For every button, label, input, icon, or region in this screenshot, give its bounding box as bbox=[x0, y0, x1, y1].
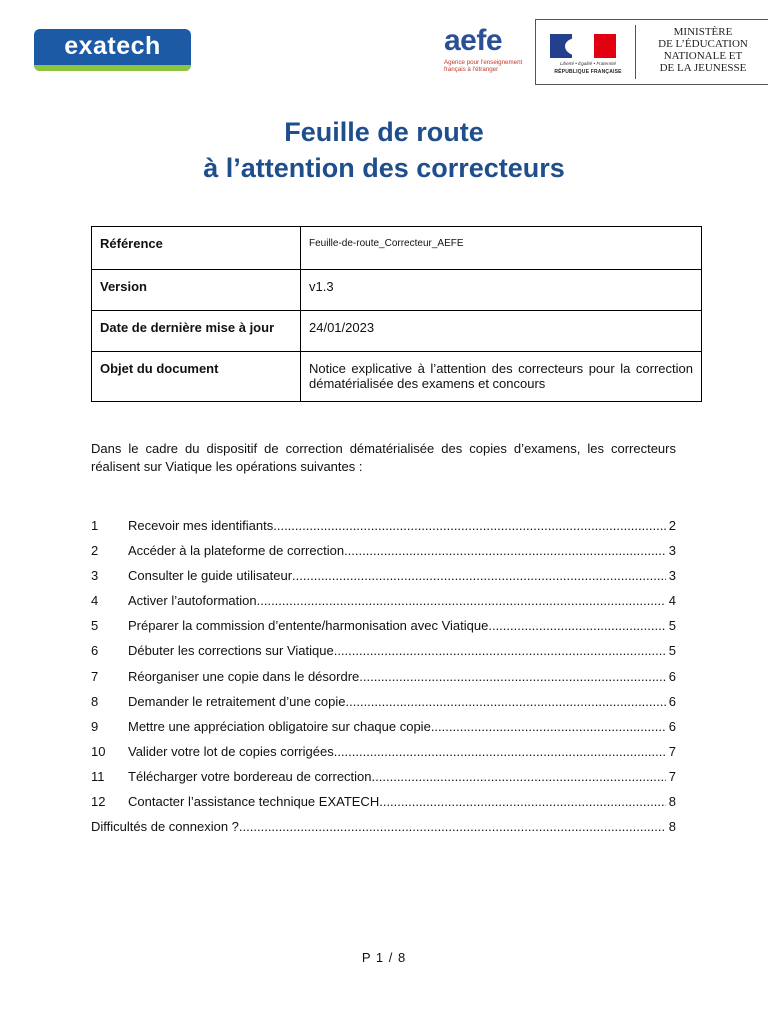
ministry-logo bbox=[535, 19, 768, 85]
table-value: Feuille-de-route_Correcteur_AEFE bbox=[301, 227, 702, 270]
aefe-logo bbox=[444, 26, 524, 88]
toc-text: Recevoir mes identifiants bbox=[128, 518, 274, 533]
toc-entry[interactable] bbox=[91, 591, 676, 616]
table-key: Date de dernière mise à jour bbox=[92, 311, 301, 352]
toc-leader bbox=[431, 717, 666, 742]
toc-entry[interactable] bbox=[91, 792, 676, 817]
table-value: v1.3 bbox=[301, 270, 702, 311]
document-title bbox=[0, 114, 768, 186]
toc-text: Télécharger votre bordereau de correction bbox=[128, 768, 372, 784]
table-of-contents bbox=[91, 516, 676, 842]
toc-text: Valider votre lot de copies corrigées bbox=[128, 743, 334, 759]
toc-page: 7 bbox=[668, 743, 676, 759]
toc-number: 7 bbox=[91, 668, 99, 684]
marianne-block bbox=[541, 25, 636, 79]
toc-page: 7 bbox=[668, 768, 676, 784]
table-key: Référence bbox=[92, 227, 301, 270]
toc-page: 4 bbox=[668, 593, 676, 609]
aefe-logo-text: aefe bbox=[444, 24, 503, 57]
toc-text: Difficultés de connexion ? bbox=[91, 819, 239, 835]
toc-page: 5 bbox=[668, 618, 676, 634]
toc-number: 12 bbox=[91, 794, 106, 810]
toc-text: Activer l’autoformation bbox=[128, 593, 257, 609]
toc-number: 9 bbox=[91, 718, 99, 734]
toc-entry[interactable] bbox=[91, 541, 676, 566]
toc-leader bbox=[334, 742, 666, 767]
toc-page: 8 bbox=[668, 819, 676, 835]
document-info-table bbox=[91, 226, 702, 402]
toc-entry[interactable] bbox=[91, 641, 676, 666]
ministry-line: DE LA JEUNESSE bbox=[659, 62, 747, 74]
table-row bbox=[92, 352, 702, 402]
toc-number: 8 bbox=[91, 693, 99, 709]
toc-text: Préparer la commission d’entente/harmonisation avec Viatique bbox=[128, 618, 489, 634]
toc-number: 1 bbox=[91, 518, 99, 533]
table-row bbox=[92, 270, 702, 311]
toc-entry[interactable] bbox=[91, 767, 676, 792]
table-value: Notice explicative à l’attention des correcteurs pour la correction dématérialisée des examens et concours bbox=[301, 352, 702, 402]
toc-text: Demander le retraitement d’une copie bbox=[128, 693, 346, 709]
toc-page: 5 bbox=[668, 643, 676, 659]
toc-leader bbox=[379, 792, 666, 817]
toc-number: 4 bbox=[91, 593, 99, 609]
republique-label: RÉPUBLIQUE FRANÇAISE bbox=[554, 69, 622, 75]
toc-leader bbox=[292, 566, 666, 591]
toc-entry[interactable] bbox=[91, 667, 676, 692]
toc-page: 3 bbox=[668, 543, 676, 559]
toc-number: 10 bbox=[91, 743, 106, 759]
aefe-tagline: Agence pour l'enseignement français à l'étranger bbox=[444, 59, 523, 73]
toc-number: 2 bbox=[91, 543, 99, 559]
toc-page: 3 bbox=[668, 568, 676, 584]
exatech-logo bbox=[34, 29, 191, 71]
title-line-2: à l’attention des correcteurs bbox=[203, 153, 565, 183]
toc-page: 6 bbox=[668, 693, 676, 709]
toc-text: Contacter l’assistance technique EXATECH bbox=[128, 794, 380, 810]
table-row bbox=[92, 227, 702, 270]
ministry-line: MINISTÈRE bbox=[673, 26, 733, 38]
toc-page: 8 bbox=[668, 794, 676, 810]
toc-leader bbox=[257, 591, 666, 616]
ministry-line: DE L’ÉDUCATION bbox=[658, 38, 748, 50]
toc-leader bbox=[344, 541, 666, 566]
toc-text: Débuter les corrections sur Viatique bbox=[128, 643, 334, 659]
toc-number: 5 bbox=[91, 618, 99, 634]
table-key: Version bbox=[92, 270, 301, 311]
intro-paragraph: Dans le cadre du dispositif de correction dématérialisée des copies d’examens, les correcteurs réalisent sur Viatique les opérations suivantes : bbox=[91, 441, 676, 474]
toc-leader bbox=[488, 616, 666, 641]
toc-entry[interactable] bbox=[91, 616, 676, 641]
toc-leader bbox=[372, 767, 666, 792]
toc-number: 11 bbox=[91, 768, 105, 784]
ministry-line: NATIONALE ET bbox=[663, 50, 743, 62]
toc-leader bbox=[273, 516, 666, 541]
toc-page: 6 bbox=[668, 668, 676, 684]
toc-entry[interactable] bbox=[91, 742, 676, 767]
toc-leader bbox=[334, 641, 666, 666]
exatech-logo-text: exatech bbox=[64, 32, 161, 60]
title-line-1: Feuille de route bbox=[284, 117, 484, 147]
toc-entry[interactable] bbox=[91, 692, 676, 717]
marianne-flag-icon bbox=[550, 34, 616, 58]
toc-leader bbox=[359, 667, 666, 692]
table-value: 24/01/2023 bbox=[301, 311, 702, 352]
toc-leader bbox=[239, 817, 666, 842]
exatech-logo-stripe bbox=[34, 65, 191, 71]
republique-motto: Liberté • Égalité • Fraternité bbox=[559, 61, 617, 66]
toc-entry[interactable] bbox=[91, 817, 676, 842]
table-key: Objet du document bbox=[92, 352, 301, 402]
toc-entry[interactable] bbox=[91, 566, 676, 591]
toc-number: 3 bbox=[91, 568, 99, 584]
toc-entry[interactable] bbox=[91, 516, 676, 541]
toc-page: 2 bbox=[668, 518, 676, 533]
toc-entry[interactable] bbox=[91, 717, 676, 742]
toc-leader bbox=[346, 692, 666, 717]
toc-number: 6 bbox=[91, 643, 99, 659]
page-number: P 1 / 8 bbox=[361, 950, 407, 965]
toc-text: Réorganiser une copie dans le désordre bbox=[128, 668, 360, 684]
toc-text: Accéder à la plateforme de correction bbox=[128, 543, 345, 559]
ministry-name bbox=[638, 26, 768, 74]
toc-text: Consulter le guide utilisateur bbox=[128, 568, 293, 584]
toc-page: 6 bbox=[668, 718, 676, 734]
toc-text: Mettre une appréciation obligatoire sur chaque copie bbox=[128, 718, 431, 734]
table-row bbox=[92, 311, 702, 352]
